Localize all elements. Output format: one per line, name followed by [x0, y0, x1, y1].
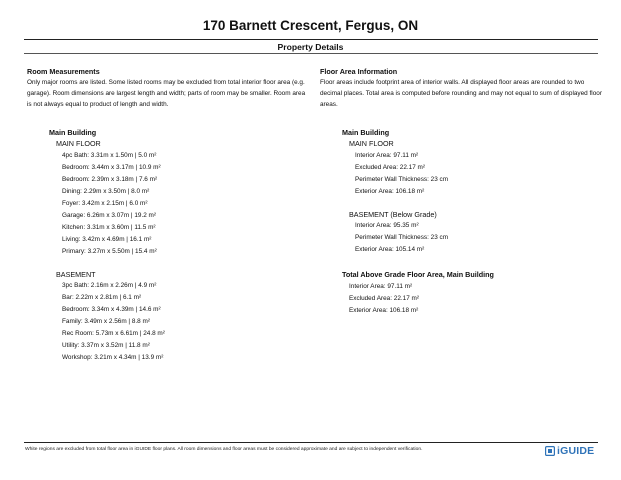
room-item: Living: 3.42m x 4.69m | 16.1 m²: [62, 235, 152, 243]
room-item: Kitchen: 3.31m x 3.60m | 11.5 m²: [62, 223, 156, 231]
floor-area-info-text: Floor areas include footprint area of interior walls. All displayed floor areas are rounded to two decimal places. Total area is computed before rounding and may not equal to sum of displayed floor areas.: [320, 79, 602, 109]
area-item: Exterior Area: 106.18 m²: [355, 187, 425, 195]
room-measurements-text: Only major rooms are listed. Some listed rooms may be excluded from total interior floor area (e.g. garage). Room dimensions are largest length and width; parts of room may be smaller. Room area is not always equal to product of length and width.: [27, 79, 306, 109]
room-item: Dining: 2.29m x 3.50m | 8.0 m²: [62, 187, 150, 195]
iguide-logo: [545, 444, 594, 458]
floor-area-info-heading: Floor Area Information: [320, 67, 398, 76]
main-building-area-heading: Main Building: [342, 127, 390, 137]
room-item: Workshop: 3.21m x 4.34m | 13.9 m²: [62, 354, 164, 362]
page-title: 170 Barnett Crescent, Fergus, ON: [202, 18, 419, 33]
right-column: [320, 66, 602, 317]
room-item: Rec Room: 5.73m x 6.61m | 24.8 m²: [62, 330, 165, 338]
area-item: Perimeter Wall Thickness: 23 cm: [355, 234, 449, 242]
main-floor-area-heading: MAIN FLOOR: [349, 139, 394, 149]
main-floor-room-list: [27, 150, 309, 258]
left-column: [27, 66, 309, 364]
area-item: Excluded Area: 22.17 m²: [355, 163, 425, 171]
room-item: Primary: 3.27m x 5.50m | 15.4 m²: [62, 247, 157, 255]
area-item: Perimeter Wall Thickness: 23 cm: [355, 175, 449, 183]
room-item: Bedroom: 2.39m x 3.18m | 7.6 m²: [62, 175, 158, 183]
room-measurements-heading: Room Measurements: [27, 67, 100, 76]
area-item: Exterior Area: 106.18 m²: [349, 306, 419, 314]
area-item: Interior Area: 97.11 m²: [355, 151, 419, 159]
area-item: Interior Area: 95.35 m²: [355, 222, 419, 230]
iguide-logo-icon: [545, 446, 555, 456]
room-item: Family: 3.49m x 2.56m | 8.8 m²: [62, 318, 150, 326]
room-item: Bedroom: 3.44m x 3.17m | 10.9 m²: [62, 163, 161, 171]
area-item: Exterior Area: 105.14 m²: [355, 246, 425, 254]
total-above-grade-heading: Total Above Grade Floor Area, Main Building: [342, 270, 494, 280]
room-item: Bar: 2.22m x 2.81m | 6.1 m²: [62, 294, 142, 302]
area-item: Interior Area: 97.11 m²: [349, 282, 413, 290]
footer-divider: [24, 442, 598, 443]
main-floor-area-list: [320, 150, 602, 198]
area-item: Excluded Area: 22.17 m²: [349, 294, 419, 302]
room-item: Utility: 3.37m x 3.52m | 11.8 m²: [62, 342, 150, 350]
total-above-grade-list: [320, 281, 602, 317]
iguide-logo-text: iGUIDE: [557, 445, 595, 457]
subtitle-divider: [24, 53, 598, 54]
room-item: Foyer: 3.42m x 2.15m | 6.0 m²: [62, 199, 148, 207]
basement-heading: BASEMENT: [56, 269, 96, 279]
main-floor-heading: MAIN FLOOR: [56, 139, 101, 149]
room-item: 4pc Bath: 3.31m x 1.50m | 5.0 m²: [62, 151, 157, 159]
basement-room-list: [27, 280, 309, 364]
room-item: Bedroom: 3.34m x 4.39m | 14.6 m²: [62, 306, 161, 314]
basement-area-list: [320, 220, 602, 256]
page-subtitle: Property Details: [277, 42, 344, 52]
room-item: Garage: 6.26m x 3.07m | 19.2 m²: [62, 211, 157, 219]
room-item: 3pc Bath: 2.16m x 2.26m | 4.9 m²: [62, 282, 157, 290]
title-divider: [24, 39, 598, 40]
basement-area-heading: BASEMENT (Below Grade): [349, 209, 437, 219]
main-building-heading: Main Building: [49, 127, 97, 137]
footer-disclaimer: White regions are excluded from total floor area in iGUIDE floor plans. All room dimensions and floor areas must be considered approximate and are subject to independent verification.: [25, 447, 423, 452]
